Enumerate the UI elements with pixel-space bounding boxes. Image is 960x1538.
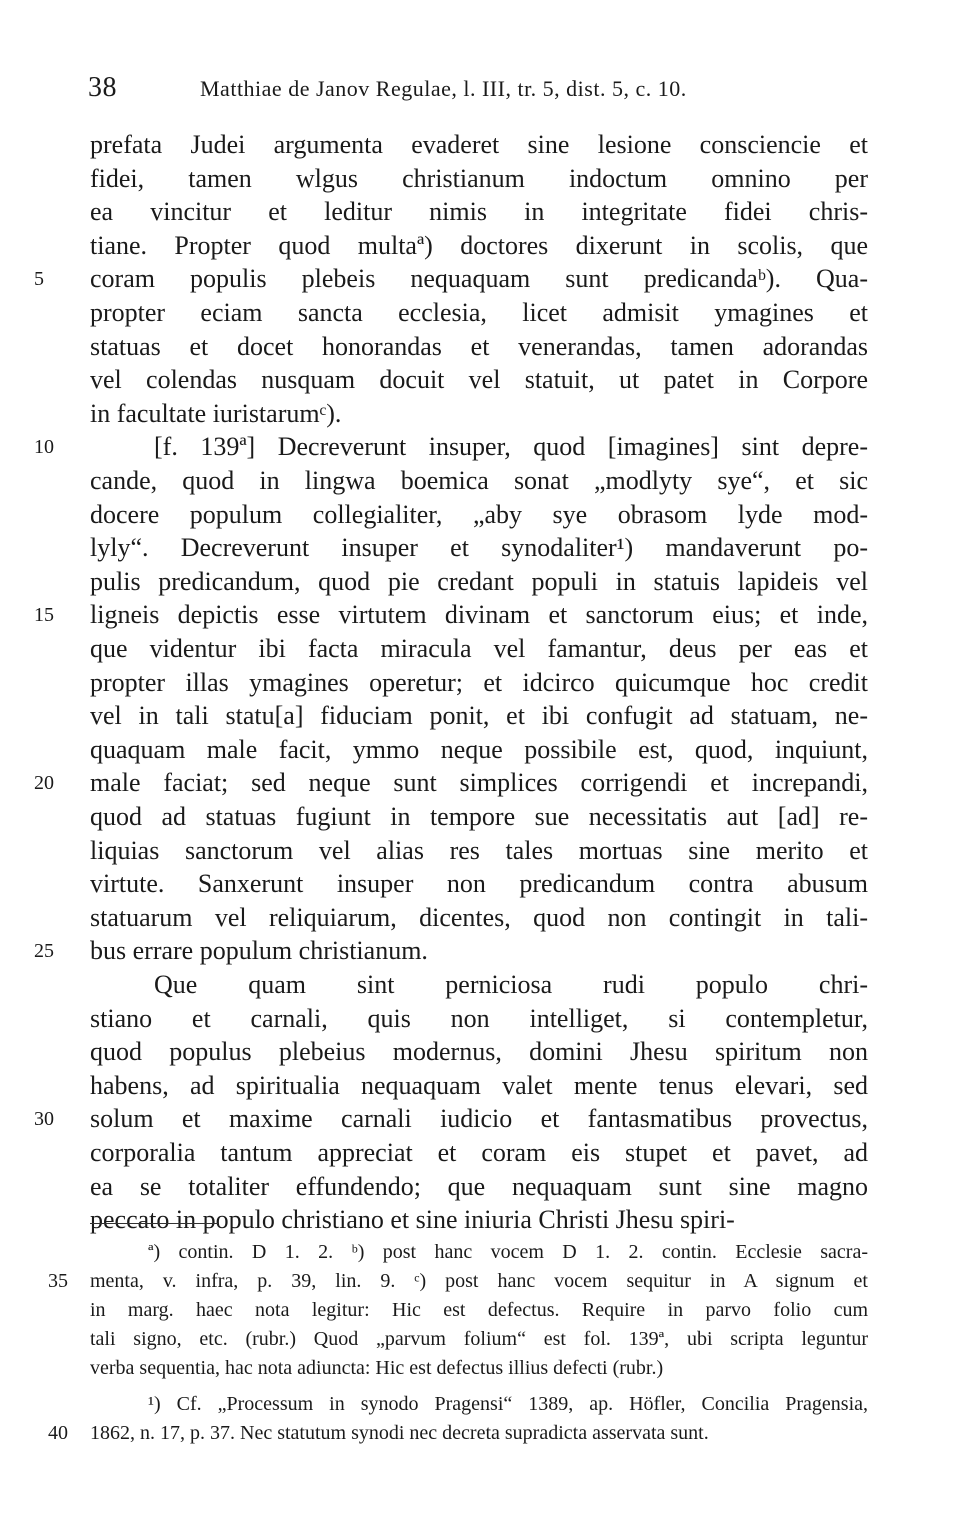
text-line: male faciat; sed neque sunt simplices corrigendi et increpandi, [90, 768, 868, 797]
text-line: Que quam sint perniciosa rudi populo chri- [154, 970, 868, 999]
footnote-line: menta, v. infra, p. 39, lin. 9. ᶜ) post hanc vocem sequitur in A signum et [90, 1270, 868, 1292]
footnote-line: in marg. haec nota legitur: Hic est defectus. Require in parvo folio cum [90, 1299, 868, 1321]
text-line: quod populus plebeius modernus, domini Jhesu spiritum non [90, 1037, 868, 1066]
text-line: habens, ad spiritualia nequaquam valet mente tenus elevari, sed [90, 1071, 868, 1100]
text-line: statuarum vel reliquiarum, dicentes, quod non contingit in tali- [90, 903, 868, 932]
text-line: prefata Judei argumenta evaderet sine lesione consciencie et [90, 130, 868, 159]
text-line: tiane. Propter quod multaª) doctores dixerunt in scolis, que [90, 231, 868, 260]
text-line: propter illas ymagines operetur; et idcirco quicumque hoc credit [90, 668, 868, 697]
footnote-divider [90, 1223, 218, 1224]
text-line: virtute. Sanxerunt insuper non predicandum contra abusum [90, 869, 868, 898]
line-number: 5 [34, 268, 44, 290]
text-line: in facultate iuristarumᶜ). [90, 399, 342, 428]
text-line: propter eciam sancta ecclesia, licet admisit ymagines et [90, 298, 868, 327]
text-line: vel colendas nusquam docuit vel statuit, ut patet in Corpore [90, 365, 868, 394]
line-number: 25 [34, 940, 54, 962]
footnote-line-number: 40 [48, 1422, 68, 1444]
text-line: fidei, tamen wlgus christianum indoctum omnino per [90, 164, 868, 193]
running-title: Matthiae de Janov Regulae, l. III, tr. 5, dist. 5, c. 10. [200, 76, 687, 101]
line-number: 30 [34, 1108, 54, 1130]
text-line: pulis predicandum, quod pie credant populi in statuis lapideis vel [90, 567, 868, 596]
text-line: quod ad statuas fugiunt in tempore sue necessitatis aut [ad] re- [90, 802, 868, 831]
text-line: peccato in populo christiano et sine iniuria Christi Jhesu spiri- [90, 1205, 735, 1234]
text-line: ligneis depictis esse virtutem divinam et sanctorum eius; et inde, [90, 600, 868, 629]
text-line: lyly“. Decreverunt insuper et synodaliter¹) mandaverunt po- [90, 533, 868, 562]
text-line: corporalia tantum appreciat et coram eis stupet et pavet, ad [90, 1138, 868, 1167]
footnote-line: ¹) Cf. „Processum in synodo Pragensi“ 1389, ap. Höfler, Concilia Pragensia, [148, 1393, 868, 1415]
text-line: stiano et carnali, quis non intelliget, si contempletur, [90, 1004, 868, 1033]
footnote-line: tali signo, etc. (rubr.) Quod „parvum folium“ est fol. 139ª, ubi scripta leguntur [90, 1328, 868, 1350]
text-line: ea vincitur et leditur nimis in integritate fidei chris- [90, 197, 868, 226]
footnote-line: ª) contin. D 1. 2. ᵇ) post hanc vocem D 1. 2. contin. Ecclesie sacra- [148, 1241, 868, 1263]
text-line: coram populis plebeis nequaquam sunt predicandaᵇ). Qua- [90, 264, 868, 293]
text-line: quaquam male facit, ymmo neque possibile est, quod, inquiunt, [90, 735, 868, 764]
footnote-line: verba sequentia, hac nota adiuncta: Hic est defectus illius defecti (rubr.) [90, 1357, 664, 1379]
text-line: que videntur ibi facta miracula vel famantur, deus per eas et [90, 634, 868, 663]
text-line: statuas et docet honorandas et venerandas, tamen adorandas [90, 332, 868, 361]
text-line: solum et maxime carnali iudicio et fantasmatibus provectus, [90, 1104, 868, 1133]
text-line: bus errare populum christianum. [90, 936, 428, 965]
page-number: 38 [88, 72, 117, 103]
text-line: liquias sanctorum vel alias res tales mortuas sine merito et [90, 836, 868, 865]
text-line: [f. 139ª] Decreverunt insuper, quod [imagines] sint depre- [154, 432, 868, 461]
text-line: ea se totaliter effundendo; que nequaquam sunt sine magno [90, 1172, 868, 1201]
line-number: 20 [34, 772, 54, 794]
footnote-line-number: 35 [48, 1270, 68, 1292]
text-line: docere populum collegialiter, „aby sye obrasom lyde mod- [90, 500, 868, 529]
footnote-line: 1862, n. 17, p. 37. Nec statutum synodi nec decreta supradicta asservata sunt. [90, 1422, 709, 1444]
text-line: cande, quod in lingwa boemica sonat „modlyty sye“, et sic [90, 466, 868, 495]
line-number: 15 [34, 604, 54, 626]
text-line: vel in tali statu[a] fiduciam ponit, et ibi confugit ad statuam, ne- [90, 701, 868, 730]
line-number: 10 [34, 436, 54, 458]
